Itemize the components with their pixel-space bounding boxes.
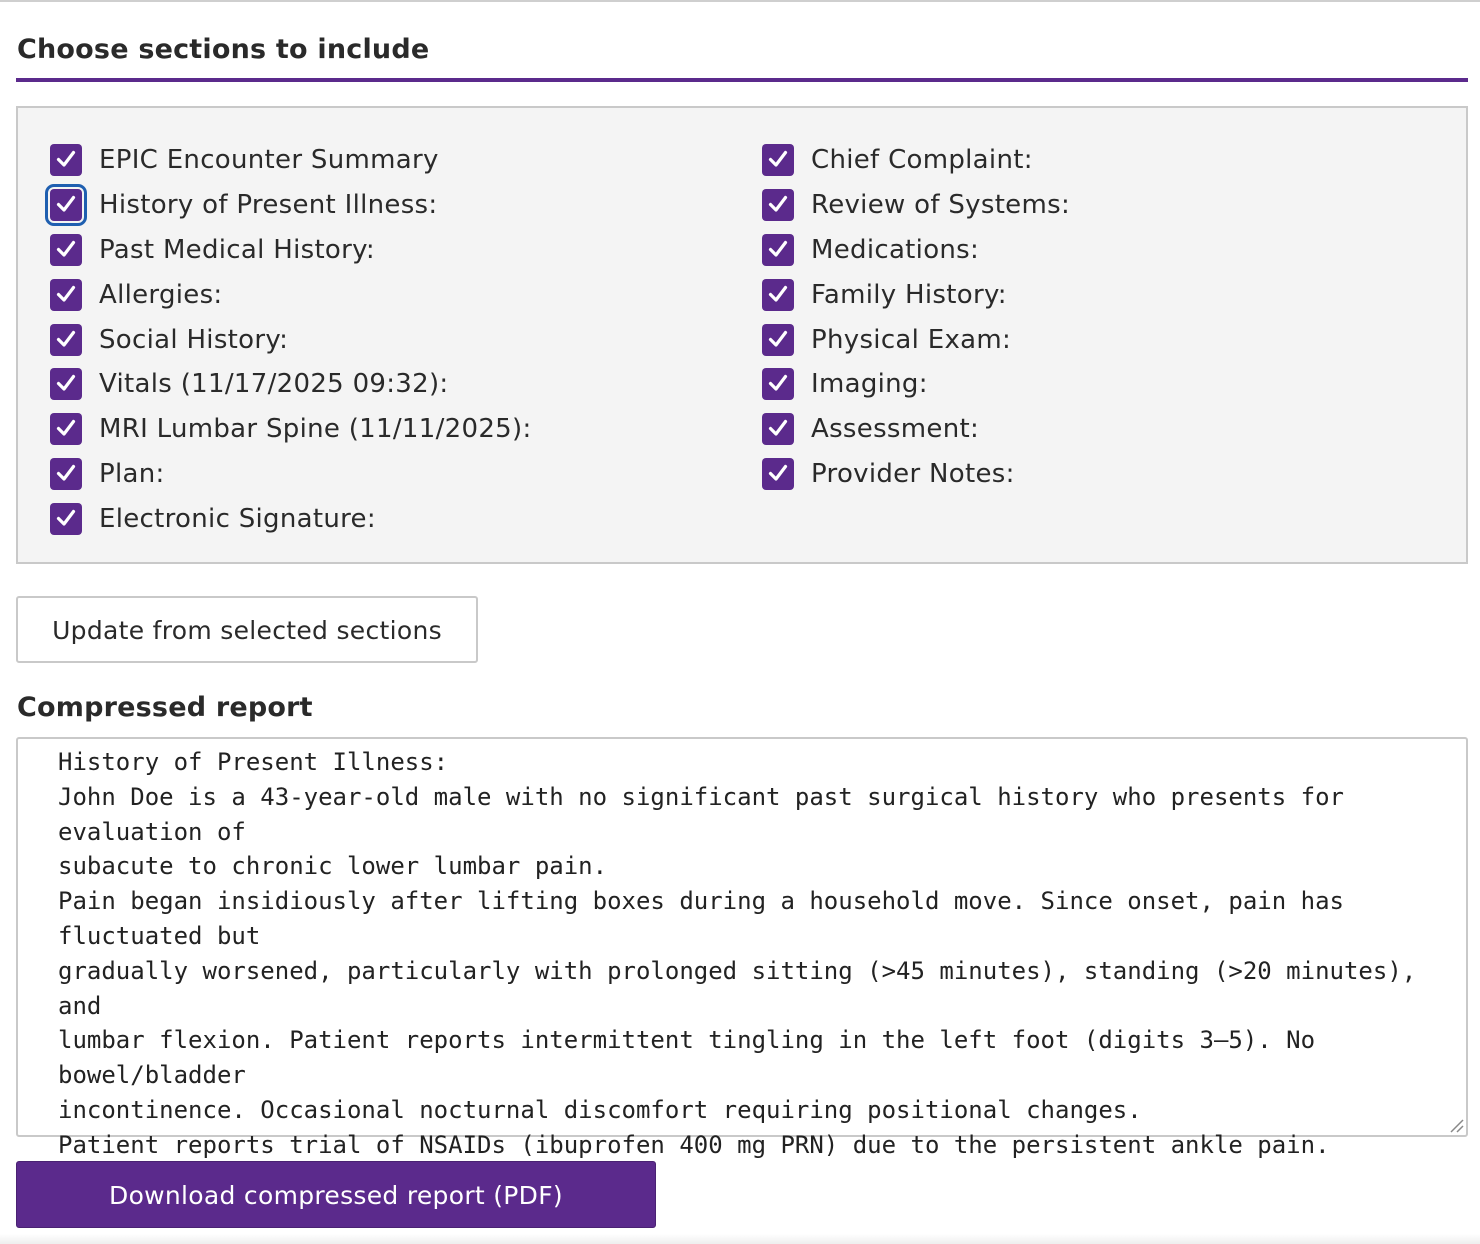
section-option-history-of-present-illness[interactable] [50,183,532,228]
section-option-label: Past Medical History: [99,234,375,265]
section-checkbox[interactable] [762,368,794,400]
checkmark-icon [768,463,788,483]
checkmark-icon [56,239,76,259]
section-option-label: Chief Complaint: [811,145,1033,176]
compressed-report-textarea[interactable] [16,737,1468,1159]
section-option-vitals-11-17-2025-09-32[interactable] [50,362,532,407]
section-option-plan[interactable] [50,452,532,497]
checkmark-icon [56,194,76,214]
section-option-label: Vitals (11/17/2025 09:32): [99,369,449,400]
sections-panel [16,106,1468,564]
checkmark-icon [768,373,788,393]
section-option-label: EPIC Encounter Summary [99,145,439,176]
section-checkbox[interactable] [50,234,82,266]
section-option-label: Provider Notes: [811,458,1015,489]
checkmark-icon [56,284,76,304]
section-option-label: Assessment: [811,414,980,445]
checkmark-icon [768,194,788,214]
section-option-label: Plan: [99,458,165,489]
section-checkbox[interactable] [762,189,794,221]
section-option-allergies[interactable] [50,272,532,317]
section-checkbox[interactable] [50,368,82,400]
section-option-mri-lumbar-spine-11-11-2025[interactable] [50,407,532,452]
download-pdf-button[interactable]: Download compressed report (PDF) [16,1161,656,1228]
section-option-label: Imaging: [811,369,928,400]
checkmark-icon [56,329,76,349]
checkmark-icon [56,149,76,169]
checkmark-icon [768,418,788,438]
checkmark-icon [56,463,76,483]
sections-column-right [762,138,1070,496]
section-option-electronic-signature[interactable] [50,496,532,541]
section-checkbox[interactable] [50,144,82,176]
section-checkbox[interactable] [762,458,794,490]
checkmark-icon [768,239,788,259]
section-option-label: History of Present Illness: [99,190,438,221]
checkmark-icon [56,373,76,393]
sections-column-left [50,138,532,541]
section-option-family-history[interactable] [762,272,1070,317]
checkmark-icon [56,418,76,438]
section-option-imaging[interactable] [762,362,1070,407]
section-option-epic-encounter-summary[interactable] [50,138,532,183]
compressed-report-heading: Compressed report [17,692,313,723]
section-option-past-medical-history[interactable] [50,228,532,273]
checkmark-icon [768,284,788,304]
section-option-label: Physical Exam: [811,324,1012,355]
section-option-label: Allergies: [99,279,223,310]
checkmark-icon [768,329,788,349]
section-option-label: MRI Lumbar Spine (11/11/2025): [99,414,532,445]
section-option-assessment[interactable] [762,407,1070,452]
section-checkbox[interactable] [50,189,82,221]
checkmark-icon [768,149,788,169]
section-option-provider-notes[interactable] [762,452,1070,497]
section-option-label: Electronic Signature: [99,503,376,534]
section-option-social-history[interactable] [50,317,532,362]
section-option-label: Medications: [811,234,980,265]
bottom-edge [0,1234,1480,1244]
compressed-report-text[interactable]: History of Present Illness: John Doe is a 43-year-old male with no significant past surgical history who presents for evaluation of subacute to chronic lower lumbar pain. Pain began insidiously after lifting boxes during a household move. Since onset, pain has fluctuated but gradually worsened, particularly with prolonged sitting (>45 minutes), standing (>20 minutes), and lumbar flexion. Patient reports intermittent tingling in the left foot (digits 3–5). No bowel/bladder incontinence. Occasional nocturnal discomfort requiring positional changes. Patient reports trial of NSAIDs (ibuprofen 400 mg PRN) due to the persistent ankle pain. [58,748,1417,1159]
section-checkbox[interactable] [762,279,794,311]
section-checkbox[interactable] [50,324,82,356]
section-checkbox[interactable] [50,503,82,535]
section-checkbox[interactable] [50,458,82,490]
sections-heading: Choose sections to include [17,34,430,65]
section-option-medications[interactable] [762,228,1070,273]
section-checkbox[interactable] [762,144,794,176]
section-checkbox[interactable] [50,413,82,445]
section-option-chief-complaint[interactable] [762,138,1070,183]
section-checkbox[interactable] [762,234,794,266]
section-checkbox[interactable] [762,413,794,445]
section-option-physical-exam[interactable] [762,317,1070,362]
section-option-label: Review of Systems: [811,190,1071,221]
section-option-label: Family History: [811,279,1007,310]
update-from-sections-button[interactable]: Update from selected sections [16,596,478,663]
resize-handle-icon[interactable] [1448,1117,1464,1133]
heading-divider [16,78,1468,82]
section-option-label: Social History: [99,324,289,355]
section-checkbox[interactable] [762,324,794,356]
section-checkbox[interactable] [50,279,82,311]
section-option-review-of-systems[interactable] [762,183,1070,228]
checkmark-icon [56,508,76,528]
